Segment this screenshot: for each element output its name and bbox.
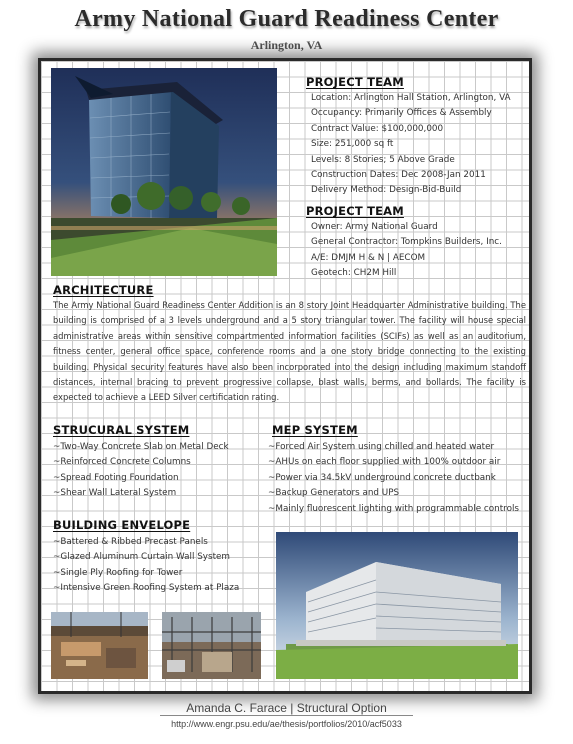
project-info-delivery: Delivery Method: Design-Bid-Build [311,185,462,196]
project-team-heading-2: PROJECT TEAM [306,204,404,218]
project-info-size: Size: 251,000 sq ft [311,139,394,150]
page-title: Army National Guard Readiness Center [74,6,499,32]
architecture-paragraph: The Army National Guard Readiness Center Addition is an 8 story Joint Headquarter Administrative building. The building is comprised of a 3 levels underground and a 5 story triangular tower. The facility will house special administrative areas within sensitive compartmented information facilities (SCIFs) as well as an auditorium, fitness center, general office space, conference rooms and a one story bridge connecting to the existing building. Physical security features have also been incorporated into the design including maximum standoff distances, internal bracing to prevent progressive collapse, blast walls, berms, and bollards. The facility is expected to achieve a LEED Silver certification rating. [53,300,526,403]
team-geotech: Geotech: CH2M Hill [311,268,397,279]
project-info-list [311,91,511,199]
structural-item: ~Reinforced Concrete Columns [53,457,191,468]
building-rendering-image [51,68,277,276]
footer-url-link[interactable]: http://www.engr.psu.edu/ae/thesis/portfolios/2010/acf5033 [171,719,402,729]
building-envelope-heading: BUILDING ENVELOPE [53,518,191,532]
team-owner: Owner: Army National Guard [311,222,438,232]
project-info-location: Location: Arlington Hall Station, Arlington, VA [311,93,511,103]
structural-item: ~Two-Way Concrete Slab on Metal Deck [53,442,229,452]
project-info-levels: Levels: 8 Stories; 5 Above Grade [311,154,455,165]
project-info-dates: Construction Dates: Dec 2008-Jan 2011 [311,170,486,181]
structural-item: ~Shear Wall Lateral System [53,488,177,499]
envelope-item: ~Intensive Green Roofing System at Plaza [53,583,240,594]
envelope-item: ~Glazed Aluminum Curtain Wall System [53,552,231,563]
construction-site-photo-1 [51,612,148,679]
envelope-item: ~Battered & Ribbed Precast Panels [53,537,208,547]
envelope-item: ~Single Ply Roofing for Tower [53,567,183,578]
page-subtitle: Arlington, VA [250,38,323,52]
footer-divider [160,715,413,716]
project-info-contract-value: Contract Value: $100,000,000 [311,123,444,134]
footer-author: Amanda C. Farace | Structural Option [186,701,387,715]
mep-item: ~Power via 34.5kV underground concrete ductbank [268,472,496,483]
building-aerial-rendering-image [276,532,518,679]
structural-list [53,440,229,502]
mep-item: ~Backup Generators and UPS [268,488,400,499]
mep-heading: MEP SYSTEM [272,423,358,437]
architecture-heading: ARCHITECTURE [53,283,154,297]
team-general-contractor: General Contractor: Tompkins Builders, Inc. [311,237,502,248]
project-team-list [311,220,502,282]
mep-list [268,440,519,517]
structural-item: ~Spread Footing Foundation [53,472,179,483]
mep-item: ~Mainly fluorescent lighting with programmable controls [268,503,519,514]
construction-site-photo-2 [162,612,261,679]
mep-item: ~AHUs on each floor supplied with 100% outdoor air [268,457,501,468]
project-team-heading-1: PROJECT TEAM [306,75,404,89]
project-info-occupancy: Occupancy: Primarily Offices & Assembly [311,108,492,119]
mep-item: ~Forced Air System using chilled and heated water [268,442,495,452]
structural-heading: STRUCURAL SYSTEM [53,423,190,437]
team-architect-engineer: A/E: DMJM H & N | AECOM [311,252,426,263]
envelope-list [53,535,239,597]
